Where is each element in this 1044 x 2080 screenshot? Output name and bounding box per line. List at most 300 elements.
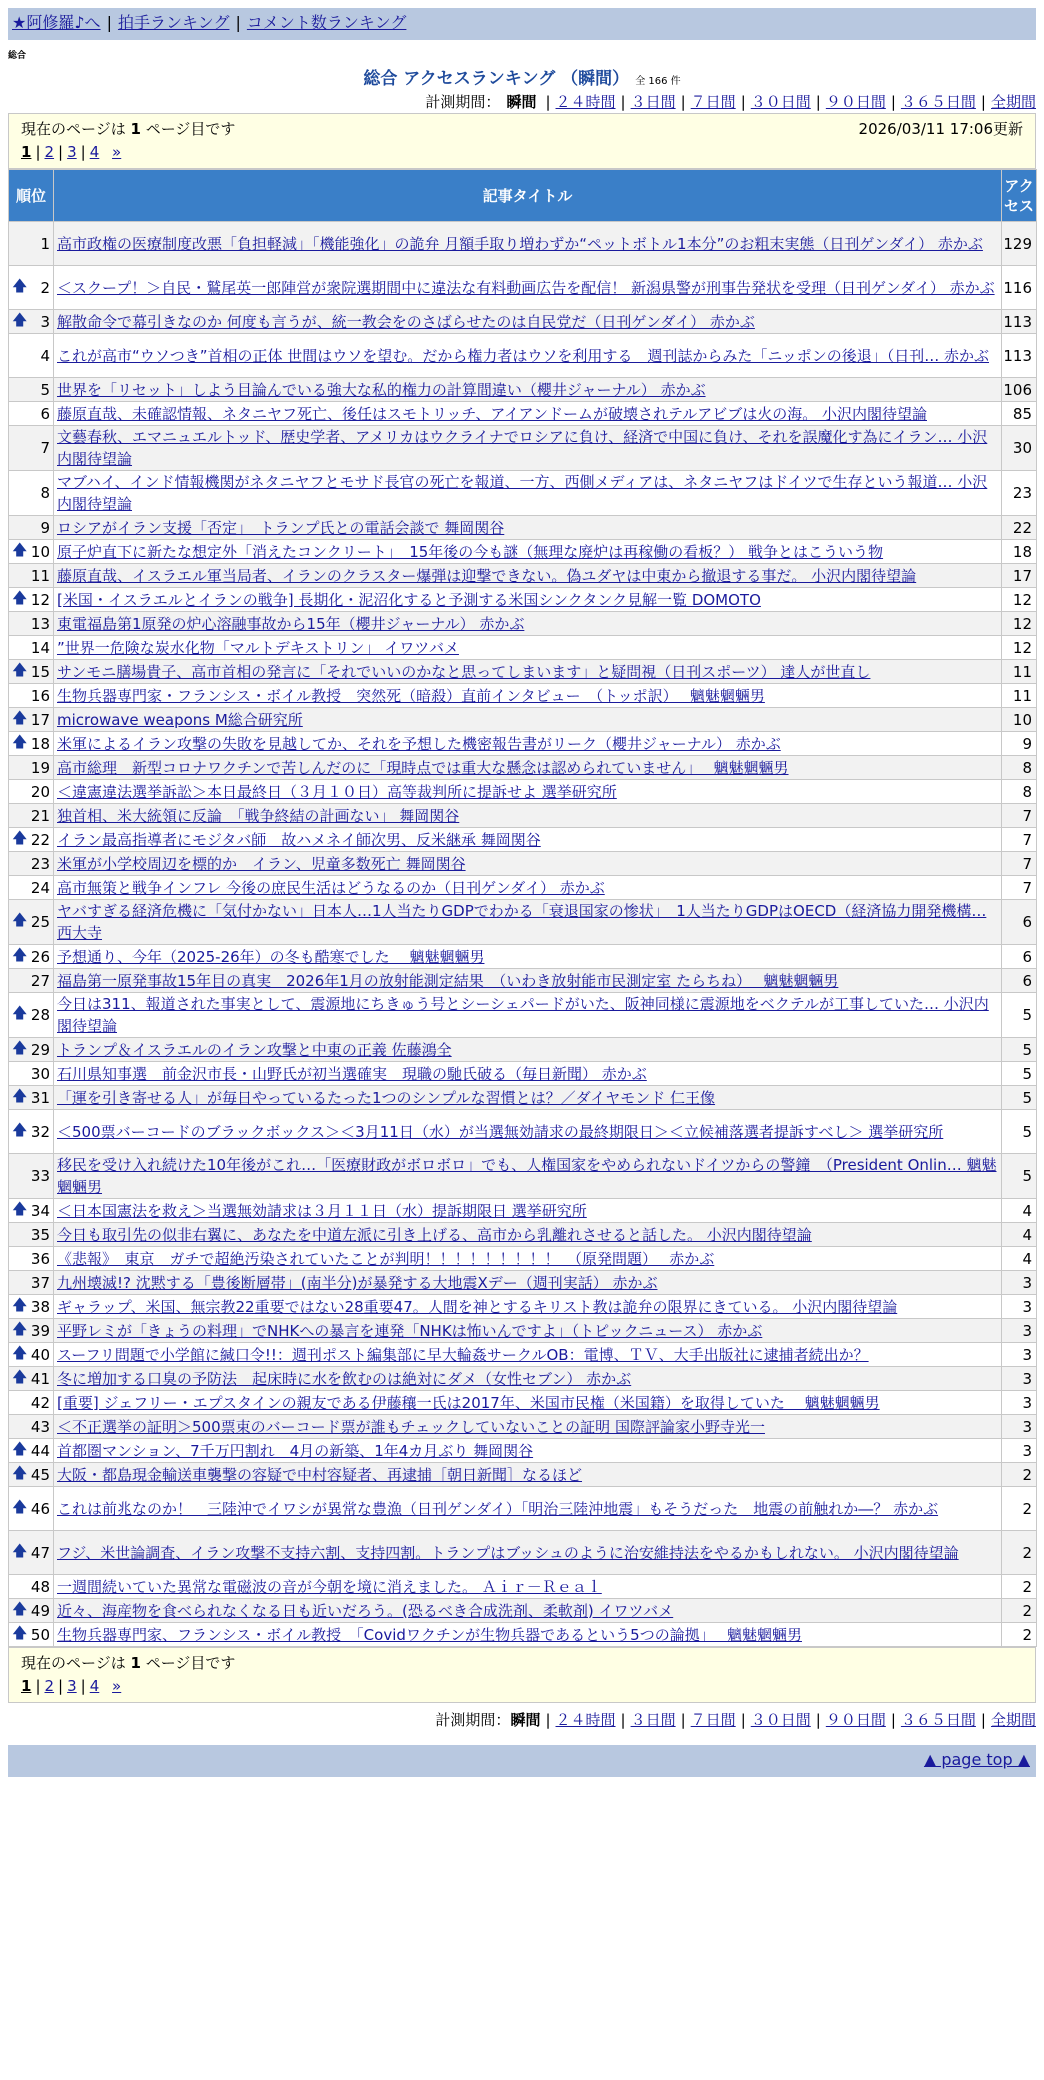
article-link[interactable]: 石川県知事選 前金沢市長・山野氏が初当選確実 現職の馳氏破る（毎日新聞） 赤かぶ [57, 1064, 647, 1083]
table-row [9, 334, 1037, 378]
rank-number: 43 [30, 1417, 50, 1436]
access-count: 12 [1002, 636, 1037, 660]
table-row [9, 660, 1037, 684]
title-cell [54, 222, 1002, 266]
period-option[interactable]: ９０日間 [825, 93, 886, 111]
article-link[interactable]: ＜スクープ！＞自民・鷲尾英一郎陣営が衆院選期間中に違法な有料動画広告を配信！ 新潟県警が刑事告発状を受理（日刊ゲンダイ） 赤かぶ [57, 278, 995, 297]
title-cell [54, 266, 1002, 310]
period-option[interactable]: 全期間 [990, 93, 1036, 111]
up-arrow-icon: 🡅 [12, 1439, 28, 1457]
rank-cell [9, 876, 54, 900]
access-count: 4 [1002, 1223, 1037, 1247]
table-row [9, 540, 1037, 564]
top-nav-bar [8, 8, 1036, 40]
access-count: 30 [1002, 426, 1037, 471]
article-link[interactable]: 解散命令で幕引きなのか 何度も言うが、統一教会をのさばらせたのは自民党だ（日刊ゲンダイ） 赤かぶ [57, 312, 755, 331]
access-count: 5 [1002, 1154, 1037, 1199]
pager-separator [103, 143, 108, 161]
rank-cell [9, 1439, 54, 1463]
article-link[interactable]: 米軍が小学校周辺を標的か イラン、児童多数死亡 舞岡関谷 [57, 854, 466, 873]
period-separator: | [680, 93, 686, 111]
period-separator: | [890, 93, 896, 111]
rank-cell [9, 1247, 54, 1271]
table-row [9, 780, 1037, 804]
period-separator: | [620, 1711, 626, 1729]
page-link[interactable]: 4 [89, 143, 100, 161]
up-arrow-icon: 🡅 [12, 1463, 28, 1481]
article-link[interactable]: 《悲報》 東京 ガチで超絶汚染されていたことが判明！！！！！！！！！ （原発問題） 赤かぶ [57, 1249, 715, 1268]
rank-cell [9, 612, 54, 636]
up-arrow-icon: 🡅 [12, 1319, 28, 1337]
table-row [9, 828, 1037, 852]
title-cell [54, 828, 1002, 852]
title-cell [54, 612, 1002, 636]
table-row [9, 708, 1037, 732]
rank-number: 12 [30, 590, 50, 609]
access-count: 106 [1002, 378, 1037, 402]
article-link[interactable]: 米軍によるイラン攻撃の失敗を見越してか、それを予想した機密報告書がリーク（櫻井ジャーナル） 赤かぶ [57, 734, 781, 753]
page-info-top [8, 113, 1036, 169]
access-count: 7 [1002, 852, 1037, 876]
rank-cell [9, 1623, 54, 1647]
title-cell [54, 1415, 1002, 1439]
page-link[interactable]: 1 [21, 143, 32, 161]
access-count: 2 [1002, 1463, 1037, 1487]
access-count: 6 [1002, 945, 1037, 969]
article-link[interactable]: ＜500票バーコードのブラックボックス＞＜3月11日（水）が当選無効請求の最終期限日＞＜立候補落選者提訴すべし＞ 選挙研究所 [57, 1122, 944, 1141]
period-option[interactable]: 全期間 [990, 1711, 1036, 1729]
access-count: 3 [1002, 1319, 1037, 1343]
table-row [9, 588, 1037, 612]
article-link[interactable]: 大阪・都島現金輸送車襲撃の容疑で中村容疑者、再逮捕［朝日新聞］なるほど [57, 1465, 583, 1484]
up-arrow-icon: 🡅 [12, 1541, 28, 1559]
rank-number: 44 [30, 1441, 50, 1460]
pager-separator: | [80, 1677, 86, 1695]
table-row [9, 1110, 1037, 1154]
access-count: 11 [1002, 684, 1037, 708]
table-row [9, 1623, 1037, 1647]
title-cell [54, 588, 1002, 612]
access-count: 11 [1002, 660, 1037, 684]
period-separator: | [680, 1711, 686, 1729]
rank-cell [9, 588, 54, 612]
period-separator: | [980, 93, 986, 111]
access-count: 2 [1002, 1599, 1037, 1623]
access-count: 2 [1002, 1623, 1037, 1647]
article-link[interactable]: 独首相、米大統領に反論 「戦争終結の計画ない」 舞岡関谷 [57, 806, 460, 825]
table-row [9, 804, 1037, 828]
rank-number: 41 [30, 1369, 50, 1388]
rank-number: 33 [30, 1167, 50, 1185]
period-option[interactable]: ９０日間 [825, 1711, 886, 1729]
up-arrow-icon: 🡅 [12, 276, 28, 294]
access-count: 85 [1002, 402, 1037, 426]
article-link[interactable]: ギャラップ、米国、無宗教22重要ではない28重要47。人間を神とするキリスト教は詭弁の限界にきている。 小沢内閣待望論 [57, 1297, 898, 1316]
up-arrow-icon: 🡅 [12, 588, 28, 606]
access-count: 17 [1002, 564, 1037, 588]
period-current: 瞬間 [510, 1711, 541, 1729]
title-cell [54, 1319, 1002, 1343]
article-link[interactable]: フジ、米世論調査、イラン攻撃不支持六割、支持四割。トランプはブッシュのように治安維持法をやるかもしれない。 小沢内閣待望論 [57, 1543, 959, 1562]
rank-cell [9, 708, 54, 732]
up-arrow-icon: 🡅 [12, 1038, 28, 1056]
table-row [9, 969, 1037, 993]
rank-number: 39 [30, 1321, 50, 1340]
period-option[interactable]: ３日間 [630, 1711, 676, 1729]
rank-number: 16 [30, 686, 50, 705]
nav-separator: | [106, 13, 112, 32]
category-label: 総合 [8, 51, 27, 61]
access-count: 5 [1002, 1038, 1037, 1062]
pager-separator: | [58, 1677, 64, 1695]
updated-timestamp: 2026/03/11 17:06更新 [858, 120, 1023, 138]
rank-number: 26 [30, 947, 50, 966]
ranking-table [8, 169, 1037, 1647]
article-link[interactable]: [米国・イスラエルとイランの戦争] 長期化・泥沼化すると予測する米国シンクタンク見解一覧 DOMOTO [57, 590, 761, 609]
rank-cell [9, 945, 54, 969]
rank-cell [9, 1391, 54, 1415]
article-link[interactable]: 今日は311、報道された事実として、震源地にちきゅう号とシーシェパードがいた、阪神同様に震源地をベクテルが工事していた… 小沢内閣待望論 [57, 995, 989, 1035]
article-link[interactable]: 藤原直哉、未確認情報、ネタニヤフ死亡、後任はスモトリッチ、アイアンドームが破壊されテルアビブは火の海。 小沢内閣待望論 [57, 404, 927, 423]
rank-cell [9, 993, 54, 1038]
access-count: 5 [1002, 1086, 1037, 1110]
pager-separator [103, 1677, 108, 1695]
rank-cell [9, 1199, 54, 1223]
article-link[interactable]: microwave weapons M総合研究所 [57, 710, 303, 729]
access-count: 18 [1002, 540, 1037, 564]
article-link[interactable]: 予想通り、今年（2025-26年）の冬も酷寒でした 魑魅魍魎男 [57, 947, 485, 966]
table-row [9, 1575, 1037, 1599]
next-page-link[interactable]: » [112, 1677, 122, 1695]
table-row [9, 1199, 1037, 1223]
access-count: 7 [1002, 876, 1037, 900]
rank-number: 29 [30, 1040, 50, 1059]
rank-number: 31 [30, 1088, 50, 1107]
comment-ranking-link[interactable]: コメント数ランキング [246, 13, 407, 32]
article-link[interactable]: 今日も取引先の似非右翼に、あなたを中道左派に引き上げる、高市から乳離れさせると話した。 小沢内閣待望論 [57, 1225, 812, 1244]
access-count: 5 [1002, 1062, 1037, 1086]
rank-number: 38 [30, 1297, 50, 1316]
table-row [9, 222, 1037, 266]
title-header: 記事タイトル [54, 170, 1002, 222]
title-cell [54, 334, 1002, 378]
article-link[interactable]: 高市無策と戦争インフレ 今後の庶民生活はどうなるのか（日刊ゲンダイ） 赤かぶ [57, 878, 605, 897]
applause-ranking-link[interactable]: 拍手ランキング [117, 13, 230, 32]
pager-separator: | [35, 143, 41, 161]
rank-number: 8 [40, 484, 50, 502]
bottom-bar [8, 1745, 1036, 1777]
article-link[interactable]: ”世界一危険な炭水化物「マルトデキストリン」 イワツバメ [57, 638, 459, 657]
table-row [9, 1391, 1037, 1415]
article-link[interactable]: これが高市“ウソつき”首相の正体 世間はウソを望む。だから権力者はウソを利用する 週刊誌からみた「ニッポンの後退」（日刊… 赤かぶ [57, 346, 989, 365]
article-link[interactable]: 高市総理 新型コロナワクチンで苦しんだのに「現時点では重大な懸念は認められていません」 魑魅魍魎男 [57, 758, 789, 777]
article-link[interactable]: 首都圏マンション、7千万円割れ 4月の新築、1年4カ月ぶり 舞岡関谷 [57, 1441, 534, 1460]
rank-number: 1 [40, 234, 50, 253]
rank-cell [9, 804, 54, 828]
table-row [9, 852, 1037, 876]
current-page-text: 現在のページは 1 ページ目です [21, 1654, 236, 1672]
article-link[interactable]: 原子炉直下に新たな想定外「消えたコンクリート」 15年後の今も謎（無理な廃炉は再稼働の看板？） 戦争とはこういう物 [57, 542, 884, 561]
page-link[interactable]: 1 [21, 1677, 32, 1695]
page-top-link[interactable]: ▲ page top ▲ [923, 1750, 1030, 1769]
rank-cell [9, 1599, 54, 1623]
title-cell [54, 516, 1002, 540]
rank-number: 18 [30, 734, 50, 753]
page-link[interactable]: 2 [44, 143, 55, 161]
rank-number: 32 [30, 1122, 50, 1141]
access-count: 113 [1002, 334, 1037, 378]
article-link[interactable]: [重要] ジェフリー・エプスタインの親友である伊藤穰一氏は2017年、米国市民権（米国籍）を取得していた 魑魅魍魎男 [57, 1393, 880, 1412]
table-row [9, 1086, 1037, 1110]
period-option[interactable]: ２４時間 [555, 93, 616, 111]
rank-number: 47 [30, 1543, 50, 1562]
title-cell [54, 1295, 1002, 1319]
article-link[interactable]: 生物兵器専門家、フランシス・ボイル教授 「Covidワクチンが生物兵器であるという5つの論拠」 魑魅魍魎男 [57, 1625, 802, 1644]
table-row [9, 1319, 1037, 1343]
title-cell [54, 876, 1002, 900]
page-link[interactable]: 2 [44, 1677, 55, 1695]
current-page-text: 現在のページは 1 ページ目です [21, 120, 236, 138]
rank-number: 10 [30, 542, 50, 561]
rank-cell [9, 516, 54, 540]
rank-cell [9, 660, 54, 684]
up-arrow-icon: 🡅 [12, 1199, 28, 1217]
article-link[interactable]: 世界を「リセット」しよう目論んでいる強大な私的権力の計算間違い（櫻井ジャーナル） 赤かぶ [57, 380, 706, 399]
rank-number: 17 [30, 710, 50, 729]
period-label: 計測期間： [435, 1711, 511, 1729]
period-option[interactable]: ７日間 [690, 93, 736, 111]
article-link[interactable]: イラン最高指導者にモジタバ師 故ハメネイ師次男、反米継承 舞岡関谷 [57, 830, 541, 849]
title-cell [54, 969, 1002, 993]
table-row [9, 1223, 1037, 1247]
title-cell [54, 310, 1002, 334]
article-link[interactable]: 高市政権の医療制度改悪「負担軽減」「機能強化」の詭弁 月額手取り増わずか“ペットボトル1本分”のお粗末実態（日刊ゲンダイ） 赤かぶ [57, 234, 983, 253]
rank-cell [9, 1223, 54, 1247]
access-count: 3 [1002, 1367, 1037, 1391]
up-arrow-icon: 🡅 [12, 1343, 28, 1361]
article-link[interactable]: 東電福島第1原発の炉心溶融事故から15年（櫻井ジャーナル） 赤かぶ [57, 614, 525, 633]
article-link[interactable]: サンモニ膳場貴子、高市首相の発言に「それでいいのかなと思ってしまいます」と疑問視（日刊スポーツ） 達人が世直し [57, 662, 871, 681]
rank-cell [9, 471, 54, 516]
table-row [9, 1439, 1037, 1463]
period-separator: | [890, 1711, 896, 1729]
rank-number: 46 [30, 1499, 50, 1518]
period-separator: | [815, 1711, 821, 1729]
rank-number: 50 [30, 1625, 50, 1644]
title-cell [54, 402, 1002, 426]
article-link[interactable]: ヤバすぎる経済危機に「気付かない」日本人…1人当たりGDPでわかる「衰退国家の惨状」 1人当たりGDPはOECD（経済協力開発機構… 西大寺 [57, 902, 987, 942]
title-cell [54, 900, 1002, 945]
access-count: 23 [1002, 471, 1037, 516]
rank-cell [9, 756, 54, 780]
rank-number: 22 [30, 830, 50, 849]
rank-cell [9, 1487, 54, 1531]
rank-cell [9, 1367, 54, 1391]
title-cell [54, 660, 1002, 684]
up-arrow-icon: 🡅 [12, 1295, 28, 1313]
access-count: 2 [1002, 1487, 1037, 1531]
table-row [9, 993, 1037, 1038]
title-cell [54, 1223, 1002, 1247]
up-arrow-icon: 🡅 [12, 1120, 28, 1138]
title-cell [54, 540, 1002, 564]
rank-cell [9, 1154, 54, 1199]
rank-number: 21 [30, 806, 50, 825]
rank-number: 27 [30, 971, 50, 990]
next-page-link[interactable]: » [112, 143, 122, 161]
table-row [9, 876, 1037, 900]
table-row [9, 756, 1037, 780]
period-option[interactable]: ３０日間 [750, 1711, 811, 1729]
table-row [9, 1062, 1037, 1086]
rank-number: 15 [30, 662, 50, 681]
rank-number: 48 [30, 1577, 50, 1596]
access-count: 129 [1002, 222, 1037, 266]
period-selector-bottom [8, 1709, 1036, 1731]
pager-separator: | [35, 1677, 41, 1695]
rank-cell [9, 636, 54, 660]
rank-cell [9, 828, 54, 852]
table-row [9, 1367, 1037, 1391]
table-row [9, 1295, 1037, 1319]
article-link[interactable]: 九州壊滅!? 沈黙する「豊後断層帯」(南半分)が暴発する大地震Xデー（週刊実話） 赤かぶ [57, 1273, 658, 1292]
access-count: 7 [1002, 828, 1037, 852]
access-count: 3 [1002, 1343, 1037, 1367]
period-option[interactable]: ３６５日間 [900, 93, 976, 111]
table-row [9, 471, 1037, 516]
pager-separator: | [58, 143, 64, 161]
title-cell [54, 1154, 1002, 1199]
title-cell [54, 804, 1002, 828]
period-option[interactable]: ２４時間 [555, 1711, 616, 1729]
nav-separator: | [235, 13, 241, 32]
access-count: 5 [1002, 993, 1037, 1038]
access-count: 113 [1002, 310, 1037, 334]
page-link[interactable]: 3 [67, 143, 77, 161]
rank-cell [9, 852, 54, 876]
rank-cell [9, 1415, 54, 1439]
rank-cell [9, 1110, 54, 1154]
period-option[interactable]: ３日間 [630, 93, 676, 111]
article-link[interactable]: 生物兵器専門家・フランシス・ボイル教授 突然死（暗殺）直前インタビュー （トッポ訳） 魑魅魍魎男 [57, 686, 765, 705]
title-cell [54, 1391, 1002, 1415]
article-link[interactable]: 近々、海産物を食べられなくなる日も近いだろう。(恐るべき合成洗剤、柔軟剤) イワツバメ [57, 1601, 674, 1620]
page-link[interactable]: 4 [89, 1677, 100, 1695]
rank-number: 5 [40, 380, 50, 399]
rank-number: 20 [30, 782, 50, 801]
article-link[interactable]: 冬に増加する口臭の予防法 起床時に水を飲むのは絶対にダメ（女性セブン） 赤かぶ [57, 1369, 632, 1388]
up-arrow-icon: 🡅 [12, 945, 28, 963]
period-separator: | [545, 93, 551, 111]
article-link[interactable]: ＜不正選挙の証明＞500票束のバーコード票が誰もチェックしていないことの証明 国際評論家小野寺光一 [57, 1417, 765, 1436]
rank-number: 30 [30, 1064, 50, 1083]
access-count: 4 [1002, 1247, 1037, 1271]
up-arrow-icon: 🡅 [12, 828, 28, 846]
rank-cell [9, 969, 54, 993]
title-cell [54, 732, 1002, 756]
table-row [9, 1247, 1037, 1271]
rank-number: 14 [30, 638, 50, 657]
rank-number: 28 [30, 1006, 50, 1024]
access-count: 4 [1002, 1199, 1037, 1223]
article-link[interactable]: 「運を引き寄せる人」が毎日やっているたった1つのシンプルな習慣とは？／ダイヤモンド 仁王像 [57, 1088, 716, 1107]
title-cell [54, 1439, 1002, 1463]
table-row [9, 402, 1037, 426]
rank-number: 11 [30, 566, 50, 585]
article-link[interactable]: ロシアがイラン支援「否定」 トランプ氏との電話会談で 舞岡関谷 [57, 518, 505, 537]
article-link[interactable]: トランプ＆イスラエルのイラン攻撃と中東の正義 佐藤鴻全 [57, 1040, 452, 1059]
rank-cell [9, 1319, 54, 1343]
rank-cell [9, 402, 54, 426]
table-row [9, 564, 1037, 588]
access-count: 8 [1002, 780, 1037, 804]
title-cell [54, 1623, 1002, 1647]
rank-number: 2 [40, 278, 50, 297]
rank-number: 13 [30, 614, 50, 633]
up-arrow-icon: 🡅 [12, 660, 28, 678]
access-count: 12 [1002, 612, 1037, 636]
title-cell [54, 756, 1002, 780]
table-row [9, 1599, 1037, 1623]
rank-number: 34 [30, 1201, 50, 1220]
title-cell [54, 993, 1002, 1038]
article-link[interactable]: スーフリ問題で小学館に緘口令!!：週刊ポスト編集部に早大輪姦サークルOB：電博、ＴＶ、大手出版社に逮捕者続出か？ [57, 1345, 869, 1364]
up-arrow-icon: 🡅 [12, 910, 28, 929]
period-option[interactable]: ３０日間 [750, 93, 811, 111]
article-link[interactable]: 文藝春秋、エマニュエルトッド、歴史学者、アメリカはウクライナでロシアに負け、経済で中国に負け、それを誤魔化す為にイラン… 小沢内閣待望論 [57, 428, 988, 468]
rank-cell [9, 564, 54, 588]
access-count: 9 [1002, 732, 1037, 756]
title-cell [54, 684, 1002, 708]
access-header: アクセス [1002, 170, 1037, 222]
article-link[interactable]: 平野レミが「きょうの料理」でNHKへの暴言を連発「NHKは怖いんですよ」（トピックニュース） 赤かぶ [57, 1321, 763, 1340]
rank-number: 36 [30, 1249, 50, 1268]
title-cell [54, 1367, 1002, 1391]
article-link[interactable]: 福島第一原発事故15年目の真実 2026年1月の放射能測定結果 （いわき放射能市民測定室 たらちね） 魑魅魍魎男 [57, 971, 839, 990]
title-cell [54, 1062, 1002, 1086]
period-option[interactable]: ３６５日間 [900, 1711, 976, 1729]
title-cell [54, 1086, 1002, 1110]
page-link[interactable]: 3 [67, 1677, 77, 1695]
table-row [9, 1343, 1037, 1367]
access-count: 7 [1002, 804, 1037, 828]
article-link[interactable]: これは前兆なのか！ 三陸沖でイワシが異常な豊漁（日刊ゲンダイ）「明治三陸沖地震」もそうだった 地震の前触れか―？ 赤かぶ [57, 1499, 939, 1518]
pager-top [21, 143, 1023, 161]
up-arrow-icon: 🡅 [12, 732, 28, 750]
access-count: 12 [1002, 588, 1037, 612]
home-link[interactable]: ★阿修羅♪へ [12, 13, 101, 32]
up-arrow-icon: 🡅 [12, 1497, 28, 1515]
table-row [9, 266, 1037, 310]
rank-number: 23 [30, 854, 50, 873]
access-count: 3 [1002, 1391, 1037, 1415]
access-count: 8 [1002, 756, 1037, 780]
period-option[interactable]: ７日間 [690, 1711, 736, 1729]
article-link[interactable]: 一週間続いていた異常な電磁波の音が今朝を境に消えました。 Ａｉｒ－Ｒｅａｌ [57, 1577, 602, 1596]
access-count: 2 [1002, 1531, 1037, 1575]
rank-cell [9, 1271, 54, 1295]
rank-number: 45 [30, 1465, 50, 1484]
article-link[interactable]: マブハイ、インド情報機関がネタニヤフとモサド長官の死亡を報道、一方、西側メディアは、ネタニヤフはドイツで生存という報道… 小沢内閣待望論 [57, 473, 988, 513]
article-link[interactable]: 藤原直哉、イスラエル軍当局者、イランのクラスター爆弾は迎撃できない。偽ユダヤは中東から撤退する事だ。 小沢内閣待望論 [57, 566, 917, 585]
up-arrow-icon: 🡅 [12, 1086, 28, 1104]
article-link[interactable]: ＜違憲違法選挙訴訟＞本日最終日（３月１０日）高等裁判所に提訴せよ 選挙研究所 [57, 782, 617, 801]
article-link[interactable]: ＜日本国憲法を救え＞当選無効請求は３月１１日（水）提訴期限日 選挙研究所 [57, 1201, 587, 1220]
article-link[interactable]: 移民を受け入れ続けた10年後がこれ…「医療財政がボロボロ」でも、人権国家をやめられないドイツからの警鐘 （President Onlin… 魑魅魍魎男 [57, 1156, 997, 1196]
period-separator: | [980, 1711, 986, 1729]
table-row [9, 636, 1037, 660]
up-arrow-icon: 🡅 [12, 708, 28, 726]
